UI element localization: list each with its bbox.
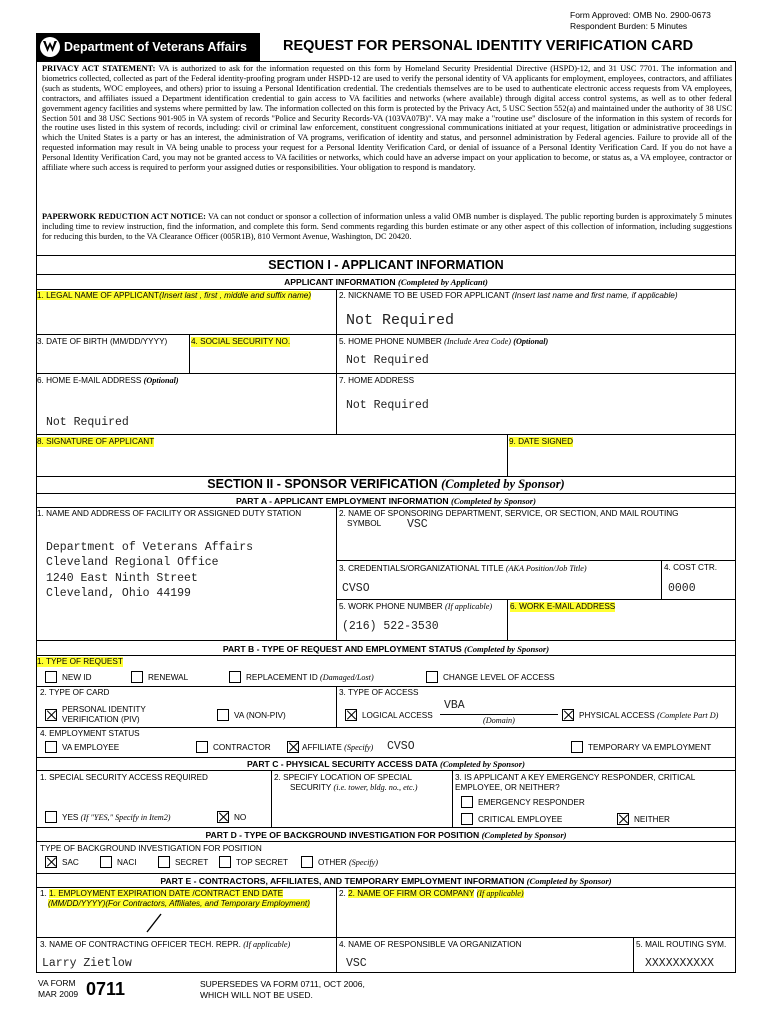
d-topsecret-checkbox[interactable]	[219, 856, 231, 868]
a2-label: 2. NAME OF SPONSORING DEPARTMENT, SERVICE, OR SECTION, AND MAIL ROUTING	[339, 509, 679, 518]
b4-va-checkbox[interactable]	[45, 741, 57, 753]
c1-no-label: NO	[234, 813, 247, 822]
a2-value[interactable]: VSC	[407, 518, 428, 531]
field-7-value[interactable]: Not Required	[346, 399, 429, 412]
footer-supersedes-2: WHICH WILL NOT BE USED.	[200, 990, 313, 1000]
b2-piv-label-1: PERSONAL IDENTITY	[62, 705, 146, 714]
b3-logical-label: LOGICAL ACCESS	[362, 711, 433, 720]
b3-physical-label: PHYSICAL ACCESS (Complete Part D)	[579, 711, 719, 720]
a3-value[interactable]: CVSO	[342, 582, 370, 595]
e2-label: 2. 2. NAME OF FIRM OR COMPANY (If applicable)	[339, 889, 524, 898]
c3-neither-checkbox[interactable]	[617, 813, 629, 825]
b4-affiliate-label: AFFILIATE (Specify)	[302, 743, 374, 752]
c3-critical-checkbox[interactable]	[461, 813, 473, 825]
e4-value[interactable]: VSC	[346, 957, 367, 970]
d-secret-checkbox[interactable]	[158, 856, 170, 868]
b3-label: 3. TYPE OF ACCESS	[339, 688, 419, 697]
footer-form-number: 0711	[86, 979, 126, 999]
field-5-label: 5. HOME PHONE NUMBER (Include Area Code) (Optional)	[339, 337, 549, 346]
c3-emergency-label: EMERGENCY RESPONDER	[478, 798, 585, 807]
privacy-act-text: VA is authorized to ask for the information requested on this form by Homeland Security Presidential Directive (HSPD)-12, and 31 USC 7701. The information and biometrics collected, collected as part of the Federal identity-proofing program under HSPD-12 are used to verify the personal identity of VA applicants for employment, employees, contractors, and affiliates (such as students, WOC employees, and others) prior to issuing a Personal Identification credential. The credentials themselves are to be used to authenticate electronic access requests from VA employees, contractors, and affiliates issued a Department identification credential to gain access to VA facilities and networks (where available) through digital access control systems, as well as to other federal government agency facilities and systems where permitted by law. The information collected on this form is protected by the Privacy Act, 5 USC Section 552(a) and maintained under the authority of 38 USC Section 501 and 38 USC Sections 901-905 in VA system of records "Police and Security Records-VA (103VA07B)". VA may make a "routine use" disclosure of the information in this system of records for the routine uses listed in this system of records, including: civil or criminal law enforcement, constituent congressional communications initiated at your request, litigation or administrative proceedings in which the United States is a party or has an interest, the administration of VA programs, verification of identity and status, and personnel administration by Federal agencies. Failure to provide all of the requested information may result in VA being unable to process your request for a Personal Identity Verification Card, or denial of issuance of a Personal Identity Verification Card. If you do not have a Personal Identity Verification Card, you may not be granted access to VA facilities or networks, which could have an adverse impact on your application to become, or status as, a VA employee, contractor or affiliate where such access is required to perform your assigned duties or responsibilities. Your obligation to respond is mandatory.	[42, 64, 732, 173]
b2-nonpiv-checkbox[interactable]	[217, 709, 229, 721]
d-sac-label: SAC	[62, 858, 79, 867]
b1-new-checkbox[interactable]	[45, 671, 57, 683]
va-logo-icon	[40, 36, 60, 58]
e1-slash-mark	[146, 913, 162, 933]
a1-line-3[interactable]: 1240 East Ninth Street	[46, 572, 198, 585]
e3-value[interactable]: Larry Zietlow	[42, 957, 132, 970]
b4-label: 4. EMPLOYMENT STATUS	[40, 729, 140, 738]
section-2-title: SECTION II - SPONSOR VERIFICATION (Completed by Sponsor)	[207, 477, 565, 491]
b4-affiliate-value[interactable]: CVSO	[387, 740, 415, 753]
b1-renewal-checkbox[interactable]	[131, 671, 143, 683]
b3-domain-value[interactable]: VBA	[444, 699, 465, 712]
privacy-act-label: PRIVACY ACT STATEMENT:	[42, 64, 156, 73]
d-label: TYPE OF BACKGROUND INVESTIGATION FOR POSITION	[40, 844, 262, 853]
d-secret-label: SECRET	[175, 858, 209, 867]
b2-piv-checkbox[interactable]	[45, 709, 57, 721]
c3-label-2: EMPLOYEE, OR NEITHER?	[455, 783, 560, 792]
d-other-checkbox[interactable]	[301, 856, 313, 868]
part-d-title: PART D - TYPE OF BACKGROUND INVESTIGATION FOR POSITION (Completed by Sponsor)	[205, 830, 567, 840]
b1-renewal-label: RENEWAL	[148, 673, 189, 682]
field-3-label: 3. DATE OF BIRTH (MM/DD/YYYY)	[37, 337, 168, 346]
b1-label: 1. TYPE OF REQUEST	[37, 657, 123, 666]
paperwork-text: VA can not conduct or sponsor a collection of information unless a valid OMB number is displayed. The public reporting burden is approximately 5 minutes including time to review instruction, find the information, and complete this form. Send comments regarding this burden estimate or any other aspect of this collection of information, including suggestions for reducing this burden, to the VA Clearance Officer (005R1B), 810 Vermont Avenue, Washington, DC 20420.	[42, 212, 733, 241]
a1-line-1[interactable]: Department of Veterans Affairs	[46, 541, 254, 554]
section-1-title: SECTION I - APPLICANT INFORMATION	[268, 258, 504, 272]
a1-label: 1. NAME AND ADDRESS OF FACILITY OR ASSIGNED DUTY STATION	[37, 509, 302, 518]
respondent-burden: Respondent Burden: 5 Minutes	[570, 21, 688, 31]
a1-line-4[interactable]: Cleveland, Ohio 44199	[46, 587, 191, 600]
a4-value[interactable]: 0000	[668, 582, 696, 595]
a6-label: 6. WORK E-MAIL ADDRESS	[510, 602, 616, 611]
part-c-title: PART C - PHYSICAL SECURITY ACCESS DATA (Completed by Sponsor)	[247, 759, 525, 769]
field-2-label: 2. NICKNAME TO BE USED FOR APPLICANT (Insert last name and first name, if applicable)	[339, 291, 678, 300]
b1-replacement-checkbox[interactable]	[229, 671, 241, 683]
b3-logical-checkbox[interactable]	[345, 709, 357, 721]
b2-piv-label-2: VERIFICATION (PIV)	[62, 715, 140, 724]
e4-label: 4. NAME OF RESPONSIBLE VA ORGANIZATION	[339, 940, 522, 949]
field-5-value[interactable]: Not Required	[346, 354, 429, 367]
b4-contractor-checkbox[interactable]	[196, 741, 208, 753]
b4-temp-checkbox[interactable]	[571, 741, 583, 753]
footer-form-label: VA FORM	[38, 978, 76, 988]
b3-physical-checkbox[interactable]	[562, 709, 574, 721]
applicant-info-subtitle	[36, 277, 736, 287]
field-1-label: 1. LEGAL NAME OF APPLICANT(Insert last , first , middle and suffix name)	[37, 291, 312, 300]
e1-note: (MM/DD/YYYY)(For Contractors, Affiliates, and Temporary Employment)	[48, 899, 310, 908]
e3-label: 3. NAME OF CONTRACTING OFFICER TECH. REPR. (If applicable)	[40, 940, 291, 949]
d-sac-checkbox[interactable]	[45, 856, 57, 868]
field-7-label: 7. HOME ADDRESS	[339, 376, 415, 385]
agency-name: Department of Veterans Affairs	[64, 40, 247, 54]
d-other-label: OTHER (Specify)	[318, 858, 379, 867]
applicant-info-main: APPLICANT INFORMATION	[284, 277, 396, 287]
b2-label: 2. TYPE OF CARD	[40, 688, 110, 697]
omb-number: Form Approved: OMB No. 2900-0673	[570, 10, 711, 20]
part-a-title: PART A - APPLICANT EMPLOYMENT INFORMATION (Completed by Sponsor)	[236, 496, 536, 506]
a5-label: 5. WORK PHONE NUMBER (If applicable)	[339, 602, 493, 611]
a3-label: 3. CREDENTIALS/ORGANIZATIONAL TITLE (AKA Position/Job Title)	[339, 564, 587, 573]
b4-contractor-label: CONTRACTOR	[213, 743, 271, 752]
b1-change-checkbox[interactable]	[426, 671, 438, 683]
c1-yes-checkbox[interactable]	[45, 811, 57, 823]
c3-critical-label: CRITICAL EMPLOYEE	[478, 815, 563, 824]
c3-label-1: 3. IS APPLICANT A KEY EMERGENCY RESPONDER, CRITICAL	[455, 773, 696, 782]
part-b-title: PART B - TYPE OF REQUEST AND EMPLOYMENT STATUS (Completed by Sponsor)	[222, 644, 550, 654]
e5-value[interactable]: XXXXXXXXXX	[645, 957, 715, 970]
field-8-label: 8. SIGNATURE OF APPLICANT	[37, 437, 155, 446]
c1-yes-label: YES (If "YES," Specify in Item2)	[62, 813, 171, 822]
b2-nonpiv-label: VA (NON-PIV)	[234, 711, 286, 720]
c3-neither-label: NEITHER	[634, 815, 670, 824]
footer-supersedes-1: SUPERSEDES VA FORM 0711, OCT 2006,	[200, 979, 365, 989]
a4-label: 4. COST CTR.	[664, 563, 718, 572]
e1-label: 1. 1. EMPLOYMENT EXPIRATION DATE /CONTRACT END DATE	[40, 889, 284, 898]
applicant-info-note: (Completed by Applicant)	[398, 277, 488, 287]
a5-value[interactable]: (216) 522-3530	[342, 620, 439, 633]
c1-label: 1. SPECIAL SECURITY ACCESS REQUIRED	[40, 773, 208, 782]
d-naci-checkbox[interactable]	[100, 856, 112, 868]
c3-emergency-checkbox[interactable]	[461, 796, 473, 808]
b4-affiliate-checkbox[interactable]	[287, 741, 299, 753]
field-2-value[interactable]: Not Required	[346, 312, 455, 329]
b1-change-label: CHANGE LEVEL OF ACCESS	[443, 673, 555, 682]
b1-new-label: NEW ID	[62, 673, 92, 682]
form-title: REQUEST FOR PERSONAL IDENTITY VERIFICATION CARD	[283, 38, 694, 54]
b4-va-label: VA EMPLOYEE	[62, 743, 120, 752]
b1-replacement-label: REPLACEMENT ID (Damaged/Lost)	[246, 673, 374, 682]
c1-no-checkbox[interactable]	[217, 811, 229, 823]
field-9-label: 9. DATE SIGNED	[509, 437, 573, 446]
d-naci-label: NACI	[117, 858, 137, 867]
field-6-value[interactable]: Not Required	[46, 416, 129, 429]
b3-domain-label: (Domain)	[483, 716, 515, 725]
footer-date: MAR 2009	[38, 989, 79, 999]
privacy-act-statement	[42, 64, 732, 173]
d-topsecret-label: TOP SECRET	[236, 858, 289, 867]
c2-label-1: 2. SPECIFY LOCATION OF SPECIAL	[274, 773, 413, 782]
paperwork-reduction-notice	[42, 212, 732, 242]
e5-label: 5. MAIL ROUTING SYM.	[636, 940, 727, 949]
c2-label-2: SECURITY (i.e. tower, bldg. no., etc.)	[290, 783, 418, 792]
field-6-label: 6. HOME E-MAIL ADDRESS (Optional)	[37, 376, 179, 385]
paperwork-label: PAPERWORK REDUCTION ACT NOTICE:	[42, 212, 206, 221]
a1-line-2[interactable]: Cleveland Regional Office	[46, 556, 219, 569]
field-4-label: 4. SOCIAL SECURITY NO.	[191, 337, 291, 346]
a2-symbol-label: SYMBOL	[347, 519, 382, 528]
part-e-title: PART E - CONTRACTORS, AFFILIATES, AND TEMPORARY EMPLOYMENT INFORMATION (Completed by Sponsor)	[160, 876, 612, 886]
b4-temp-label: TEMPORARY VA EMPLOYMENT	[588, 743, 712, 752]
va-header-bar	[36, 33, 260, 61]
